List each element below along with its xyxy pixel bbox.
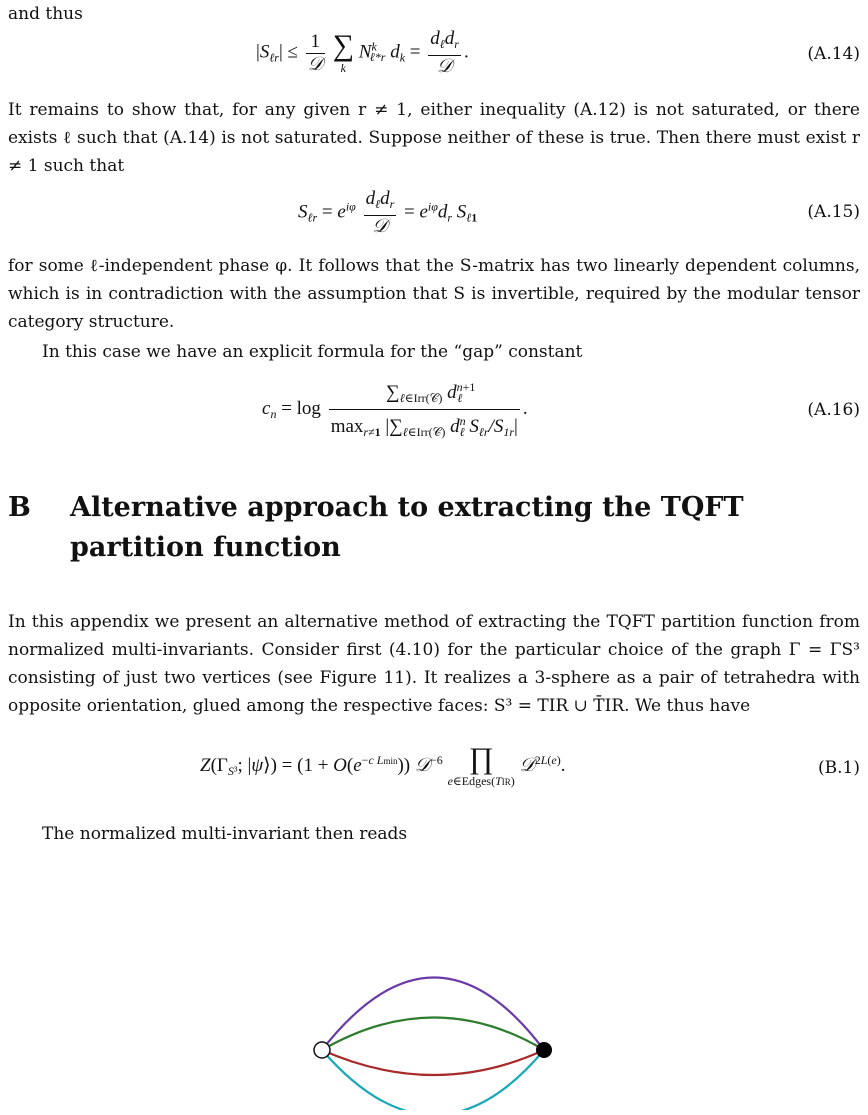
equation-a16-body: $c_n = \log$ $\frac{\sum_{\ell\in Irr(𝒞)} d^{n+1}_\ell}{\max_{r\ne 1} |\sum_{\ell\in Irr(𝒞)} d^n_\ell S_{\ell r}/S_{1r}|}$ . xyxy=(262,376,528,443)
section-heading xyxy=(8,488,860,572)
edge-red xyxy=(322,1050,544,1075)
section-number: B xyxy=(8,492,31,523)
paragraph-normalized: The normalized multi-invariant then reads xyxy=(42,824,408,844)
equation-a15-number: (A.15) xyxy=(807,202,860,222)
graph-figure xyxy=(300,880,570,1110)
paragraph-case: In this case we have an explicit formula for the “gap” constant xyxy=(42,342,583,362)
section-title: Alternative approach to extracting the TQFT partition function xyxy=(70,492,744,563)
equation-b1 xyxy=(0,744,868,810)
equation-a14-number: (A.14) xyxy=(807,44,860,64)
open-vertex xyxy=(314,1042,330,1058)
equation-b1-number: (B.1) xyxy=(818,758,860,778)
equation-a14-body: $|S_{\ell r}|$ ≤ $\frac{1}{\text{𝒟}}$ ∑ k $N^k_{\ell*r}$ $d_k$ = $\frac{d_\ell d_r}{\text{𝒟}}$ . xyxy=(256,28,469,77)
paragraph-and-thus: and thus xyxy=(8,4,83,24)
equation-b1-body: $Z(\Gamma_{S^3}$; |ψ⟩) = $(1 + O(e^{-c Lmin}))$ 𝒟$^{-6}$ ∏ e∈Edges(TIR) 𝒟$^{2L(e)}$. xyxy=(200,742,566,788)
filled-vertex xyxy=(536,1042,552,1058)
equation-a16 xyxy=(0,372,868,462)
paragraph-remains: It remains to show that, for any given r ≠ 1, either inequality (A.12) is not saturated, or there exists ℓ such that (A.14) is not saturated. Suppose neither of these is true. Then there must exist r ≠ 1 such that xyxy=(8,100,860,176)
equation-a15 xyxy=(0,186,868,246)
equation-a16-number: (A.16) xyxy=(807,400,860,420)
edge-cyan xyxy=(322,1050,544,1110)
equation-a14 xyxy=(0,28,868,88)
edge-green xyxy=(322,1018,544,1051)
edge-purple xyxy=(322,978,544,1051)
paragraph-phase: for some ℓ-independent phase φ. It follows that the S-matrix has two linearly dependent columns, which is in contradiction with the assumption that S is invertible, required by the modular tensor category structure. xyxy=(8,256,860,332)
paragraph-appendix: In this appendix we present an alternative method of extracting the TQFT partition function from normalized multi-invariants. Consider first (4.10) for the particular choice of the graph Γ = ΓS³ consisting of just two vertices (see Figure 11). It realizes a 3-sphere as a pair of tetrahedra with opposite orientation, glued among the respective faces: S³ = TIR ∪ T̄IR. We thus have xyxy=(8,612,860,716)
equation-a15-body: $S_{\ell r} = e^{i\varphi}$ $\frac{d_\ell d_r}{\text{𝒟}}$ = $e^{i\varphi}d_r$ $S_{\ell 1}$ xyxy=(298,188,478,237)
